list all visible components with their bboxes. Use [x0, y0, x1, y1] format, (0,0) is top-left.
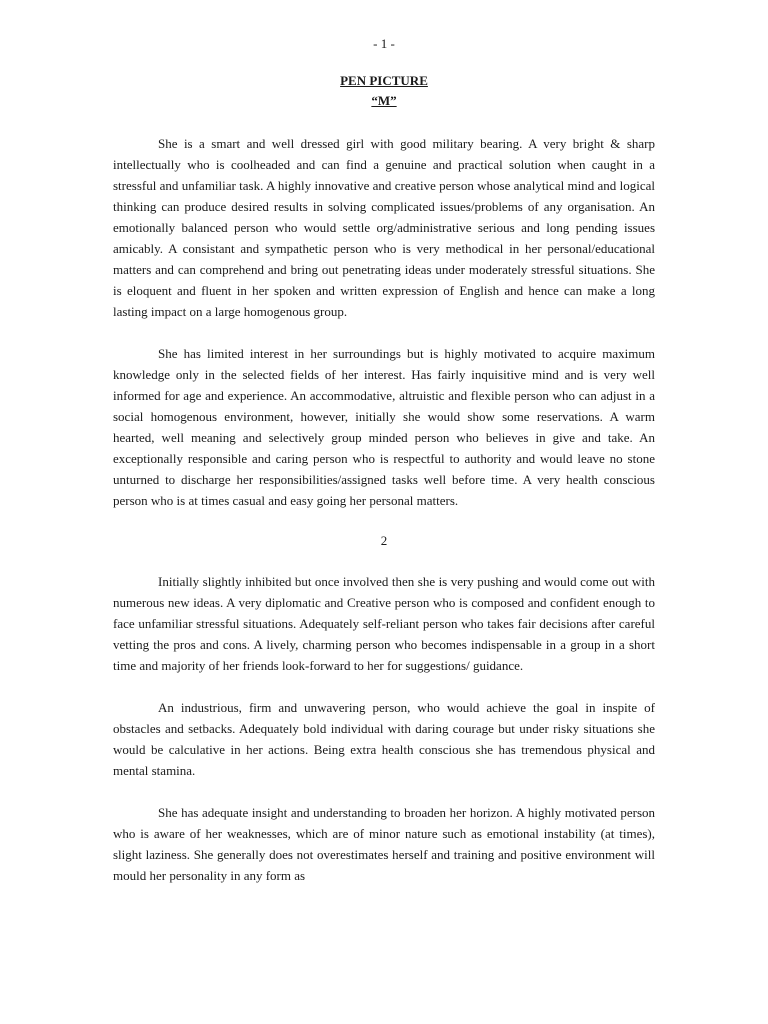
document-page: [113, 36, 655, 886]
document-title: PEN PICTURE: [340, 73, 428, 88]
paragraph-2: She has limited interest in her surroundings but is highly motivated to acquire maximum knowledge only in the selected fields of her interest. Has fairly inquisitive mind and is very well informed for age and experience. An accommodative, altruistic and flexible person who can adjust in a social homogenous environment, however, initially she would show some reservations. A warm hearted, well meaning and selectively group minded person who believes in give and take. An exceptionally responsible and caring person who is respectful to authority and would leave no stone unturned to discharge her responsibilities/assigned tasks well before time. A very health conscious person who is at times casual and easy going her personal matters.: [113, 346, 655, 508]
paragraph-5: She has adequate insight and understanding to broaden her horizon. A highly motivated person who is aware of her weaknesses, which are of minor nature such as emotional instability (at times), slight laziness. She generally does not overestimates herself and training and positive environment will mould her personality in any form as: [113, 805, 655, 883]
document-subtitle: “M”: [371, 93, 397, 108]
paragraph-1: She is a smart and well dressed girl with good military bearing. A very bright & sharp intellectually who is coolheaded and can find a genuine and practical solution when caught in a stressful and unfamiliar task. A highly innovative and creative person whose analytical mind and logical thinking can produce desired results in solving complicated issues/problems of any organisation. An emotionally balanced person who would settle org/administrative serious and long pending issues amicably. A consistant and sympathetic person who is very methodical in her personal/educational matters and can comprehend and bring out penetrating ideas under moderately stressful situations. She is eloquent and fluent in her spoken and written expression of English and hence can make a long lasting impact on a large homogenous group.: [113, 136, 655, 319]
paragraph-4: An industrious, firm and unwavering person, who would achieve the goal in inspite of obstacles and setbacks. Adequately bold individual with daring courage but under risky situations she would be calculative in her actions. Being extra health conscious she has tremendous physical and mental stamina.: [113, 700, 655, 778]
paragraph-3: Initially slightly inhibited but once involved then she is very pushing and would come out with numerous new ideas. A very diplomatic and Creative person who is composed and confident enough to face unfamiliar stressful situations. Adequately self-reliant person who takes fair decisions after careful vetting the pros and cons. A lively, charming person who becomes indispensable in a group in a short time and majority of her friends look-forward to her for suggestions/ guidance.: [113, 574, 655, 673]
page-number: - 1 -: [373, 36, 395, 51]
section-marker: 2: [380, 533, 388, 548]
